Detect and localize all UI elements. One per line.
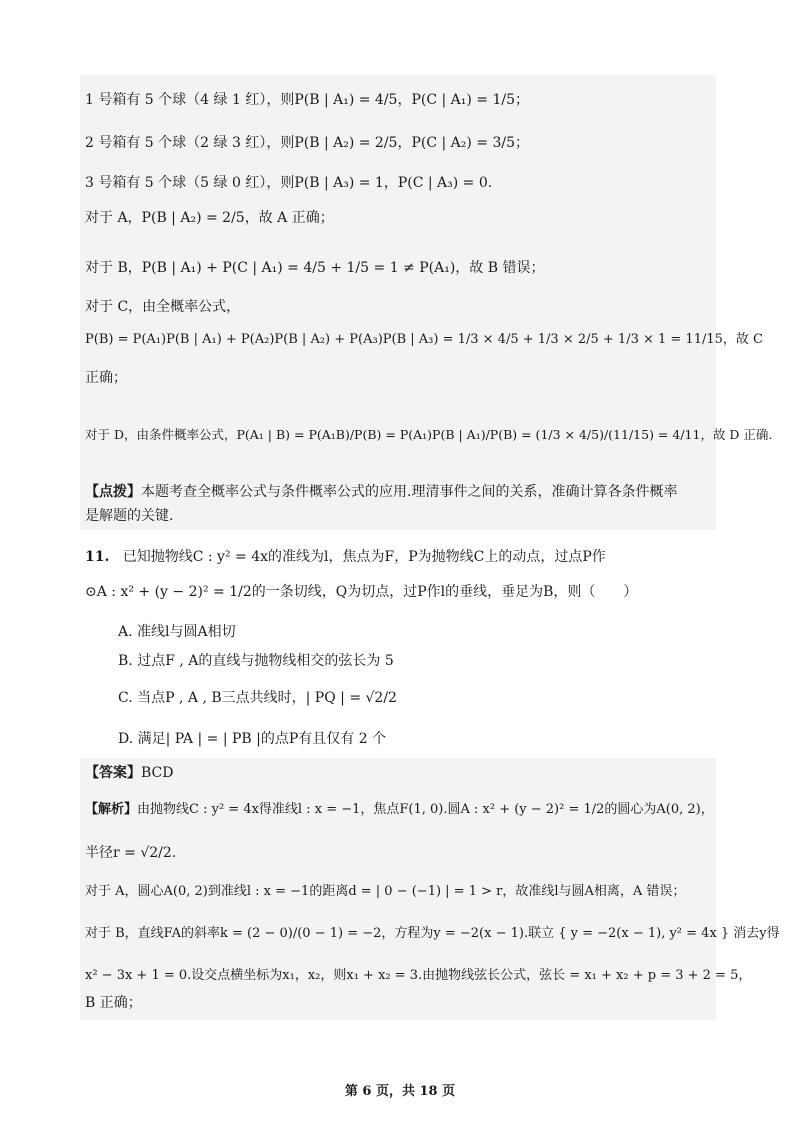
answer-line [85,763,173,783]
question-11-stem-1 [85,547,606,567]
analysis-line-4: 对于 B，直线FA的斜率k = (2 − 0)/(0 − 1) = −2，方程为y = −2(x − 1).联立 { y = −2(x − 1), y² = 4x } 消去y得 [85,926,780,941]
solution-line-2: 2 号箱有 5 个球（2 绿 3 红），则P(B | A₂) = 2/5，P(C | A₂) = 3/5； [85,135,530,151]
tip-label: 【点拨】 [85,484,141,500]
answer-value: BCD [141,765,174,781]
analysis-label: 【解析】 [85,802,138,817]
question-stem-1-text: 已知抛物线C : y² = 4x的准线为l，焦点为F，P为抛物线C上的动点，过点P作 [122,549,606,565]
page-footer: 第 6 页，共 18 页 [344,1084,456,1099]
solution-line-5: 对于 B，P(B | A₁) + P(C | A₁) = 4/5 + 1/5 = 1 ≠ P(A₁)，故 B 错误； [85,260,545,276]
answer-label: 【答案】 [85,765,141,781]
solution-line-3: 3 号箱有 5 个球（5 绿 0 红），则P(B | A₃) = 1，P(C | A₃) = 0. [85,175,493,191]
analysis-line-6: B 正确； [85,995,142,1011]
analysis-text-1: 由抛物线C : y² = 4x得准线l : x = −1，焦点F(1, 0).圆A : x² + (y − 2)² = 1/2的圆心为A(0, 2)， [137,802,714,817]
solution-line-7: P(B) = P(A₁)P(B | A₁) + P(A₂)P(B | A₂) + P(A₃)P(B | A₃) = 1/3 × 4/5 + 1/3 × 2/5 + 1/3 × 1 = 11/15，故 C [85,332,763,347]
analysis-line-1 [85,800,714,820]
option-a: A. 准线l与圆A相切 [118,624,236,640]
analysis-line-3: 对于 A，圆心A(0, 2)到准线l : x = −1的距离d = | 0 − (−1) | = 1 > r，故准线l与圆A相离，A 错误； [85,884,686,899]
solution-line-8: 正确； [85,370,127,386]
option-b: B. 过点F , A的直线与抛物线相交的弦长为 5 [118,653,394,669]
tip-line-1 [85,482,677,502]
solution-line-1: 1 号箱有 5 个球（4 绿 1 红），则P(B | A₁) = 4/5，P(C | A₁) = 1/5； [85,92,530,108]
option-d: D. 满足| PA | = | PB |的点P有且仅有 2 个 [118,731,387,747]
tip-line-2: 是解题的关键. [85,508,174,524]
analysis-line-2: 半径r = √2/2. [85,845,177,861]
question-11-stem-2: ⊙A : x² + (y − 2)² = 1/2的一条切线，Q为切点，过P作l的垂线，垂足为B，则（ ） [85,584,638,600]
solution-line-4: 对于 A，P(B | A₂) = 2/5，故 A 正确； [85,210,334,226]
solution-line-6: 对于 C，由全概率公式， [85,299,241,315]
question-number: 11. [85,549,110,565]
solution-line-9: 对于 D，由条件概率公式，P(A₁ | B) = P(A₁B)/P(B) = P(A₁)P(B | A₁)/P(B) = (1/3 × 4/5)/(11/15) = 4/11，故 D 正确. [85,427,773,442]
tip-text-1: 本题考查全概率公式与条件概率公式的应用.理清事件之间的关系，准确计算各条件概率 [141,484,678,500]
analysis-line-5: x² − 3x + 1 = 0.设交点横坐标为x₁，x₂，则x₁ + x₂ = 3.由抛物线弦长公式，弦长 = x₁ + x₂ + p = 3 + 2 = 5， [85,968,752,983]
option-c: C. 当点P , A , B三点共线时，| PQ | = √2/2 [118,690,397,706]
